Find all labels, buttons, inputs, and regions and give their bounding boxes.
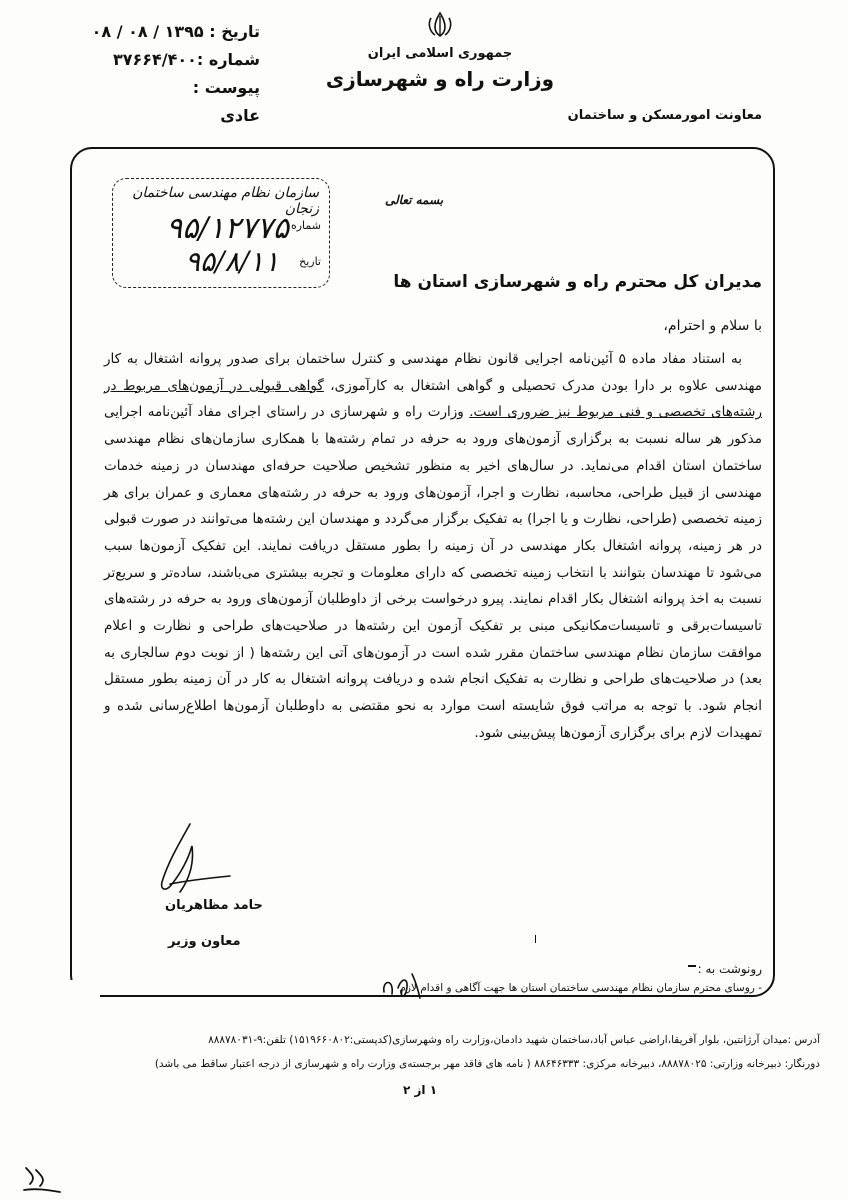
page-number: ۱ از ۲ [402, 1083, 438, 1097]
body-underlined: گواهی قبولی در آزمون‌های مربوط در رشته‌های تخصصی و فنی مربوط نیز ضروری است. [104, 377, 762, 421]
letter-meta [70, 18, 260, 130]
signature-scribble [150, 822, 240, 902]
margin-scrawl [22, 1160, 62, 1194]
letter-classification: عادی [220, 106, 260, 125]
handwritten-paraph [380, 968, 424, 1002]
letter-attachment: پیوست : [192, 78, 260, 97]
stamp-date-label: تاریخ [299, 255, 321, 268]
body-part-1: به استناد مفاد ماده ۵ آئین‌نامه اجرایی قانون نظام مهندسی و کنترل ساختمان برای صدور پروانه اشتغال به کار مهندسی علاوه بر دارا بودن مدرک تحصیلی و گواهی اشتغال به کارآموزی، [104, 351, 762, 394]
cc-label: رونوشت به : [697, 962, 762, 976]
receipt-stamp [112, 178, 330, 288]
letter-date: تاریخ : ۱۳۹۵ / ۰۸ / ۰۸ [91, 22, 260, 41]
greeting: با سلام و احترام، [663, 318, 762, 334]
addressee: مدیران کل محترم راه و شهرسازی استان ها [393, 272, 762, 292]
signatory-name: حامد مظاهریان [165, 898, 263, 913]
letter-body [104, 346, 762, 747]
basmala: بسمه تعالی [385, 193, 444, 207]
body-part-2: وزارت راه و شهرسازی در راستای اجرای مفاد آئین‌نامه اجرایی مذکور هر ساله نسبت به برگزاری آزمون‌های ورود به حرفه در تمام رشته‌ها با همکاری سازمان‌های نظام مهندسی ساختمان استان اقدام می‌نماید. در سال‌های اخیر به منظور تشخیص صلاحیت حرفه‌ای مهندسان در زمینه خدمات مهندسی از قبیل طراحی، محاسبه، نظارت و اجرا، آزمون‌های ورود به حرفه در رشته‌های معماری و عمران برای هر زمینه تخصصی (طراحی، نظارت و یا اجرا) به تفکیک برگزار می‌گردد و مهندسان این رشته‌ها می‌توانند در صورت قبولی در هر زمینه، پروانه اشتغال بکار مهندسی در آن زمینه را بطور مستقل دریافت نمایند. این تفکیک آزمون‌ها سبب می‌شود تا مهندسان بتوانند با انتخاب زمینه تخصصی که دارای معلومات و تجربه بیشتری می‌باشند، ساده‌تر و سریع‌تر نسبت به اخذ پروانه اشتغال بکار اقدام نمایند. پیرو درخواست برخی از داوطلبان آزمون‌های ورود به حرفه در رشته‌های تاسیسات‌برقی و تاسیسات‌مکانیکی مبنی بر تفکیک آزمون این رشته‌ها در صلاحیت‌های طراحی و نظارت و اعلام موافقت سازمان نظام مهندسی ساختمان مقرر شده است در آزمون‌های آتی این رشته‌ها ( از نوبت دوم سالجاری به بعد) در صلاحیت‌های طراحی و نظارت به تفکیک انجام شده و دریافت پروانه اشتغال به کار در آن زمینه بطور مستقل انجام شود. با توجه به مراتب فوق شایسته است موارد به نحو مقتضی به داوطلبان آزمون‌ها اطلاع‌رسانی شده و تمهیدات لازم برای برگزاری آزمون‌ها پیش‌بینی شود. [104, 404, 762, 741]
stamp-org: سازمان نظام مهندسی ساختمان زنجان [132, 185, 319, 217]
frame-gap [60, 980, 100, 1004]
cc-tick [688, 965, 696, 967]
footer-fax: دورنگار: دبیرخانه وزارتی: ۸۸۸۷۸۰۲۵، دبیرخانه مرکزی: ۸۸۶۴۶۳۳۳ ( نامه های فاقد مهر برجسته‌ی وزارت راه و شهرسازی از درجه اعتبار ساقط می باشد) [154, 1058, 820, 1070]
stamp-number-label: شماره [290, 219, 321, 232]
letter-number: شماره :۳۷۶۶۴/۴۰۰ [112, 50, 260, 69]
signatory-title: معاون وزیر [168, 934, 241, 949]
margin-tick [535, 935, 536, 943]
stamp-number: ۹۵/۱۲۷۷۵ [166, 211, 289, 246]
letterhead [320, 10, 560, 91]
iran-emblem-icon [425, 10, 455, 40]
stamp-date: ۹۵/۸/۱۱ [184, 245, 279, 278]
deputy-department: معاونت امورمسکن و ساختمان [567, 108, 762, 123]
cc-recipient: - روسای محترم سازمان نظام مهندسی ساختمان استان ها جهت آگاهی و اقدام لازم [399, 982, 762, 994]
ministry-name: وزارت راه و شهرسازی [325, 67, 555, 91]
footer-address: آدرس :میدان آرژانتین، بلوار آفریقا،اراضی عباس آباد،ساختمان شهید دادمان،وزارت راه وشهرسازی(کدپستی:۱۵۱۹۶۶۰۸۰۲) تلفن:۹-۸۸۸۷۸۰۳۱ [208, 1034, 820, 1046]
republic-name: جمهوری اسلامی ایران [367, 46, 513, 61]
letter-paragraph [104, 346, 762, 747]
